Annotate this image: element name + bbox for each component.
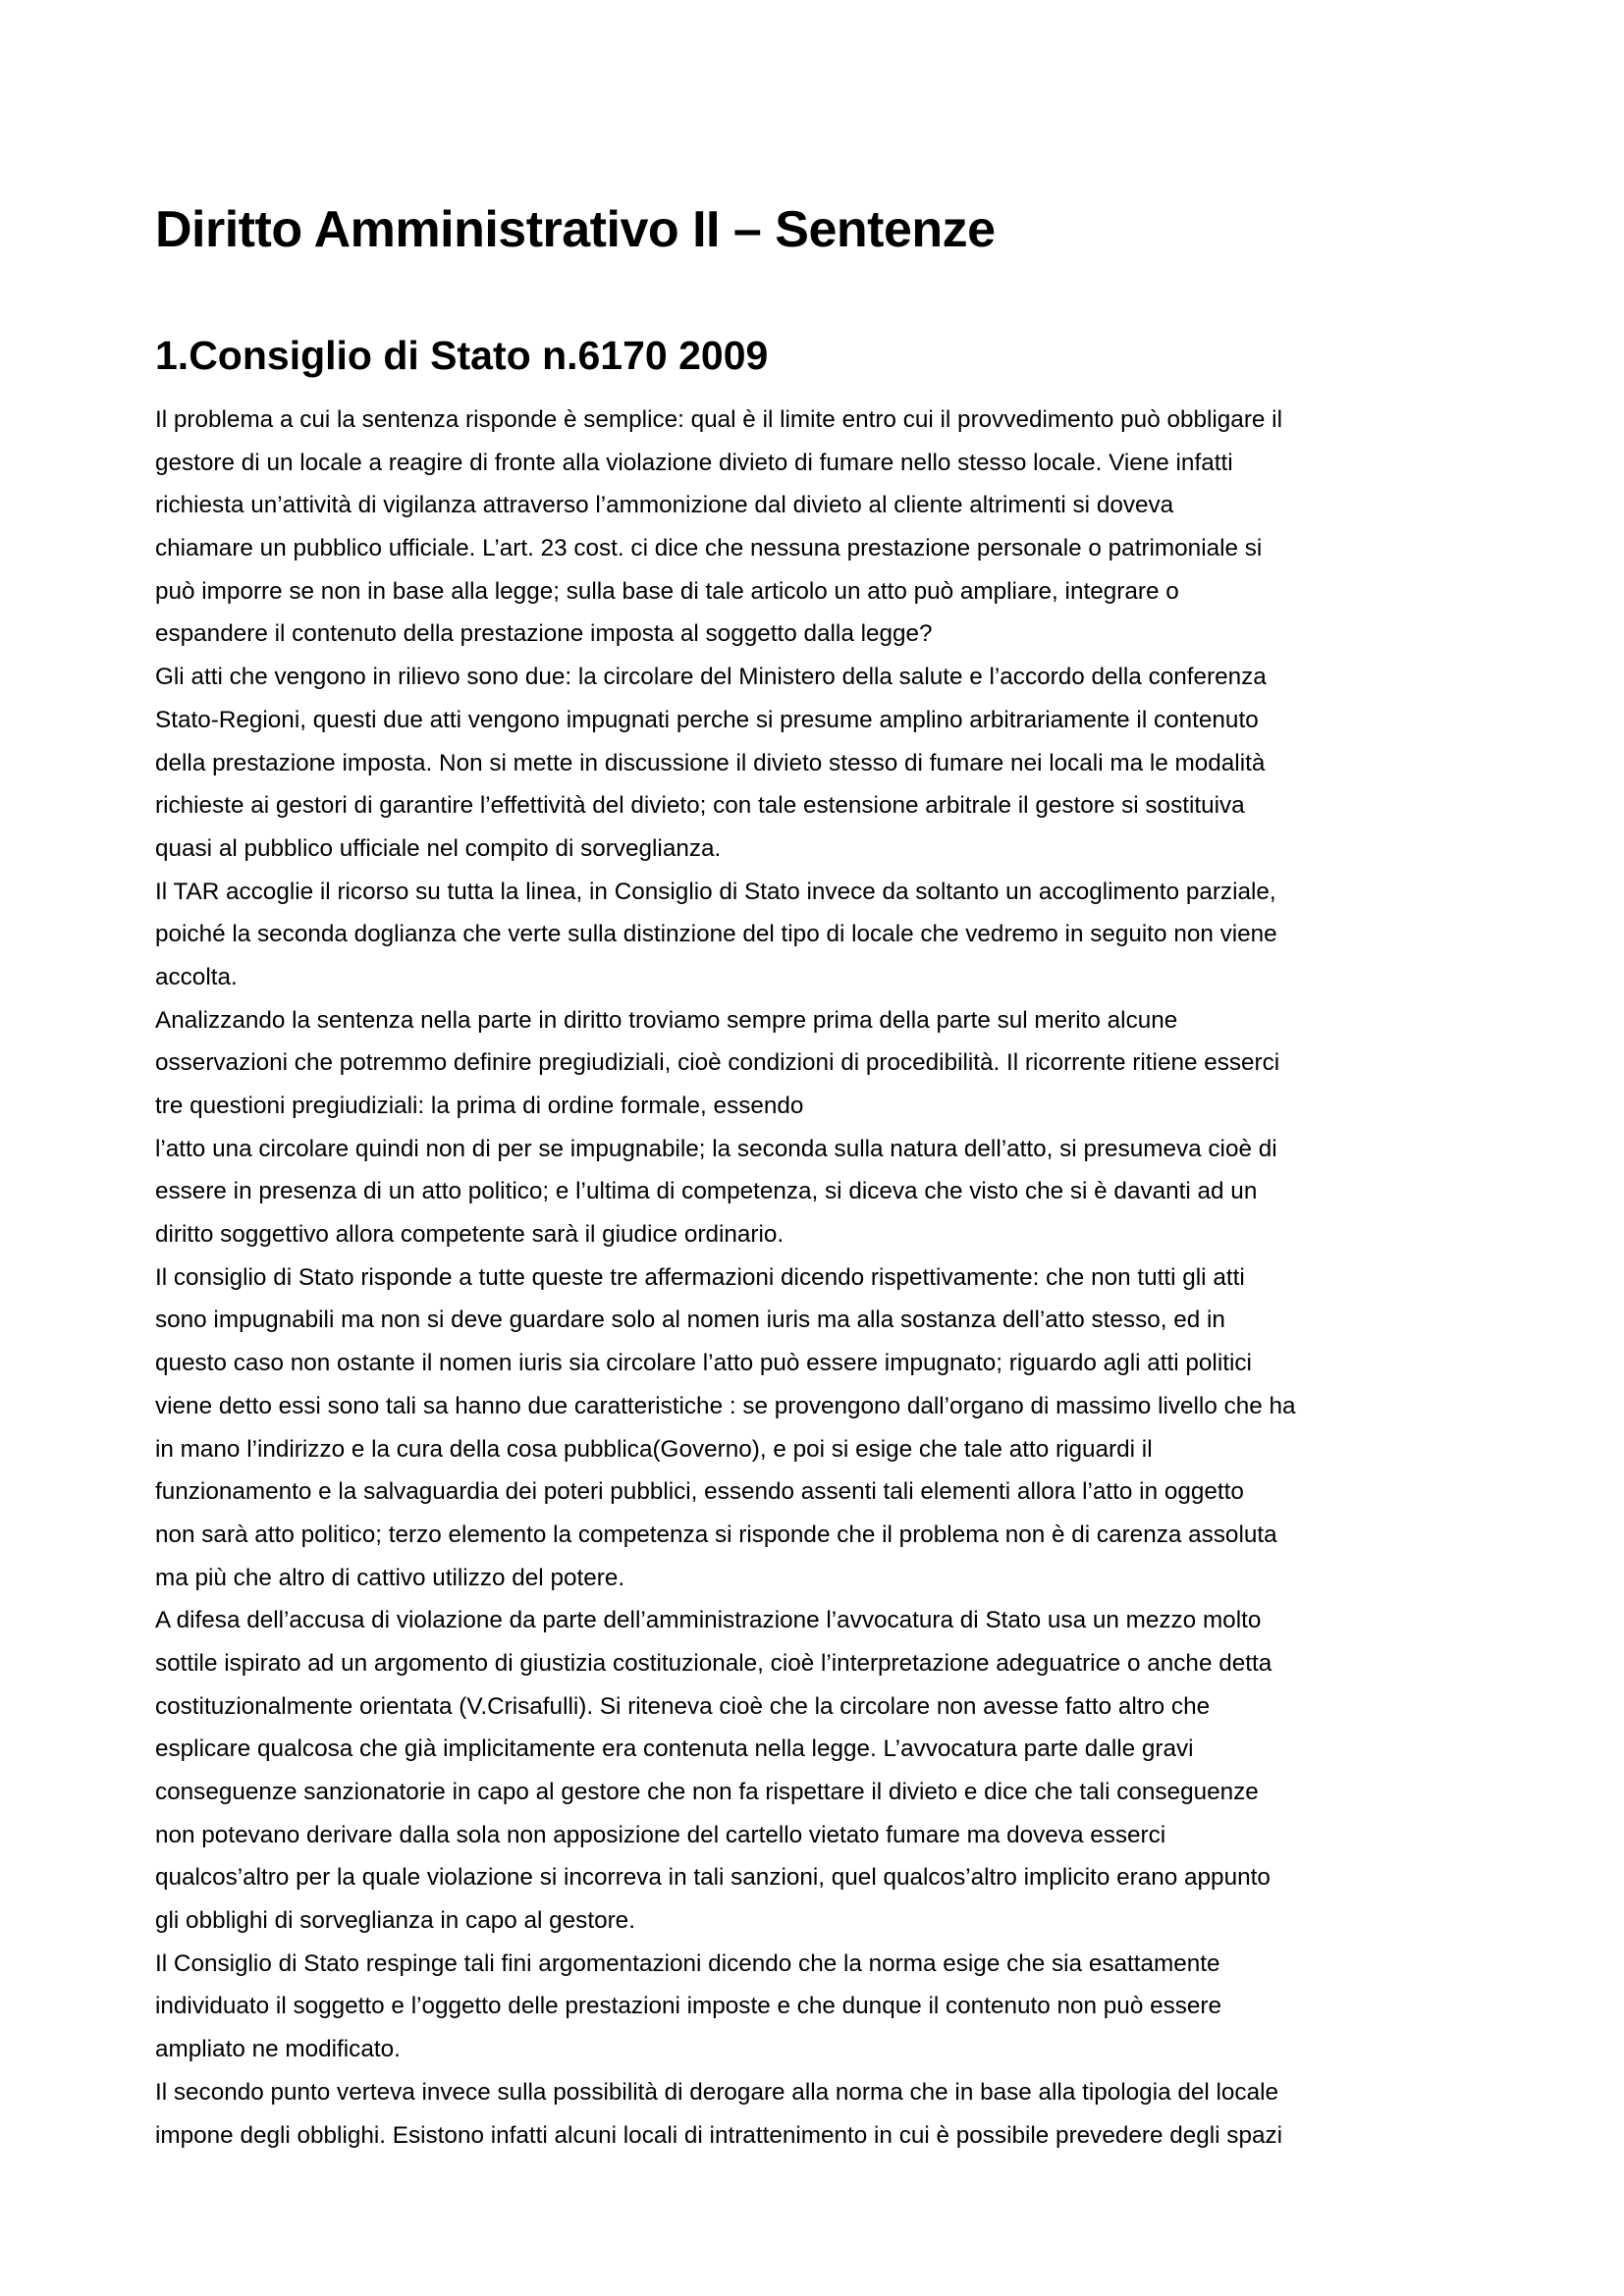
text-line: Il consiglio di Stato risponde a tutte queste tre affermazioni dicendo rispettivamente: che non tutti gli atti: [155, 1263, 1245, 1291]
text-line: Il problema a cui la sentenza risponde è semplice: qual è il limite entro cui il provvedimento può obbligare il: [155, 406, 1282, 433]
text-line: Il Consiglio di Stato respinge tali fini argomentazioni dicendo che la norma esige che sia esattamente: [155, 1949, 1220, 1977]
text-line: viene detto essi sono tali sa hanno due caratteristiche : se provengono dall’organo di massimo livello che ha: [155, 1392, 1296, 1419]
text-line: può imporre se non in base alla legge; sulla base di tale articolo un atto può ampliare, integrare o: [155, 577, 1179, 605]
text-line: Il TAR accoglie il ricorso su tutta la linea, in Consiglio di Stato invece da soltanto un accoglimento parziale,: [155, 878, 1276, 905]
section-heading: 1.Consiglio di Stato n.6170 2009: [155, 333, 769, 378]
document-title: Diritto Amministrativo II – Sentenze: [155, 201, 996, 258]
text-line: chiamare un pubblico ufficiale. L’art. 23 cost. ci dice che nessuna prestazione personale o patrimoniale si: [155, 535, 1263, 562]
text-line: impone degli obblighi. Esistono infatti alcuni locali di intrattenimento in cui è possibile prevedere degli spazi: [155, 2121, 1283, 2149]
text-line: ma più che altro di cattivo utilizzo del potere.: [155, 1564, 625, 1591]
text-line: funzionamento e la salvaguardia dei poteri pubblici, essendo assenti tali elementi allora l’atto in oggetto: [155, 1478, 1244, 1506]
text-line: ampliato ne modificato.: [155, 2036, 401, 2063]
text-line: Analizzando la sentenza nella parte in diritto troviamo sempre prima della parte sul merito alcune: [155, 1006, 1178, 1034]
text-line: essere in presenza di un atto politico; e l’ultima di competenza, si diceva che visto che si è davanti ad un: [155, 1178, 1258, 1205]
text-line: richiesta un’attività di vigilanza attraverso l’ammonizione dal divieto al cliente altrimenti si doveva: [155, 492, 1174, 519]
text-line: l’atto una circolare quindi non di per se impugnabile; la seconda sulla natura dell’atto, si presumeva cioè di: [155, 1135, 1277, 1162]
text-line: sono impugnabili ma non si deve guardare solo al nomen iuris ma alla sostanza dell’atto stesso, ed in: [155, 1307, 1225, 1334]
text-line: Il secondo punto verteva invece sulla possibilità di derogare alla norma che in base alla tipologia del locale: [155, 2078, 1279, 2106]
text-line: esplicare qualcosa che già implicitamente era contenuta nella legge. L’avvocatura parte dalle gravi: [155, 1735, 1194, 1763]
text-line: gestore di un locale a reagire di fronte alla violazione divieto di fumare nello stesso locale. Viene infatti: [155, 449, 1233, 476]
text-line: sottile ispirato ad un argomento di giustizia costituzionale, cioè l’interpretazione adeguatrice o anche detta: [155, 1649, 1272, 1677]
text-line: questo caso non ostante il nomen iuris sia circolare l’atto può essere impugnato; riguardo agli atti politici: [155, 1350, 1252, 1377]
text-line: diritto soggettivo allora competente sarà il giudice ordinario.: [155, 1221, 785, 1249]
text-line: accolta.: [155, 963, 238, 990]
text-line: individuato il soggetto e l’oggetto delle prestazioni imposte e che dunque il contenuto non può essere: [155, 1993, 1222, 2020]
text-line: richieste ai gestori di garantire l’effettività del divieto; con tale estensione arbitrale il gestore si sostituiva: [155, 792, 1245, 820]
text-line: quasi al pubblico ufficiale nel compito di sorveglianza.: [155, 834, 722, 862]
text-line: gli obblighi di sorveglianza in capo al gestore.: [155, 1907, 635, 1935]
text-line: non sarà atto politico; terzo elemento la competenza si risponde che il problema non è di carenza assoluta: [155, 1521, 1277, 1548]
text-line: tre questioni pregiudiziali: la prima di ordine formale, essendo: [155, 1093, 804, 1119]
text-line: [155, 2157, 1481, 2200]
text-line: conseguenze sanzionatorie in capo al gestore che non fa rispettare il divieto e dice che tali conseguenze: [155, 1779, 1259, 1805]
text-line: Stato-Regioni, questi due atti vengono impugnati perche si presume amplino arbitrariamente il contenuto: [155, 706, 1259, 733]
text-line: qualcos’altro per la quale violazione si incorreva in tali sanzioni, quel qualcos’altro implicito erano appunto: [155, 1864, 1271, 1892]
text-line: in mano l’indirizzo e la cura della cosa pubblica(Governo), e poi si esige che tale atto riguardi il: [155, 1435, 1153, 1463]
text-line: della prestazione imposta. Non si mette in discussione il divieto stesso di fumare nei locali ma le modalità: [155, 749, 1266, 776]
text-line: Gli atti che vengono in rilievo sono due: la circolare del Ministero della salute e l’accordo della conferenza: [155, 664, 1267, 691]
text-line: costituzionalmente orientata (V.Crisafulli). Si riteneva cioè che la circolare non avesse fatto altro che: [155, 1692, 1211, 1720]
document-body: [155, 399, 1481, 2200]
text-line: A difesa dell’accusa di violazione da parte dell’amministrazione l’avvocatura di Stato usa un mezzo molto: [155, 1607, 1262, 1634]
text-line: non potevano derivare dalla sola non apposizione del cartello vietato fumare ma doveva esserci: [155, 1821, 1166, 1848]
text-line: espandere il contenuto della prestazione imposta al soggetto dalla legge?: [155, 620, 933, 648]
text-line: poiché la seconda doglianza che verte sulla distinzione del tipo di locale che vedremo in seguito non viene: [155, 921, 1277, 948]
text-line: osservazioni che potremmo definire pregiudiziali, cioè condizioni di procedibilità. Il ricorrente ritiene esserci: [155, 1049, 1280, 1077]
